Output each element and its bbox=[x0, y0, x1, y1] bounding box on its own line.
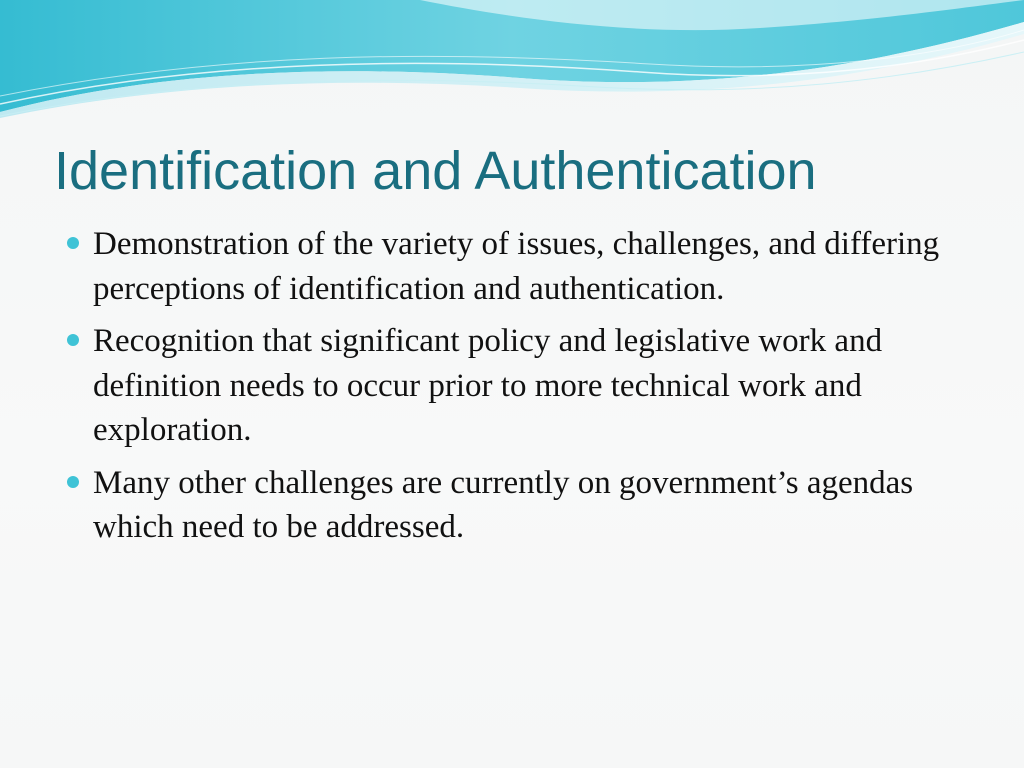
bullet-text: Demonstration of the variety of issues, challenges, and differing perceptions of identification and authentication. bbox=[93, 226, 940, 307]
bullet-item bbox=[64, 319, 974, 453]
bullet-text: Many other challenges are currently on government’s agendas which need to be addressed. bbox=[93, 464, 914, 545]
bullet-dot-icon bbox=[67, 334, 79, 346]
bullet-text: Recognition that significant policy and legislative work and definition needs to occur prior to more technical work and exploration. bbox=[93, 323, 883, 448]
bullet-dot-icon bbox=[67, 476, 79, 488]
header-wave-decoration bbox=[0, 0, 1024, 130]
slide-title: Identification and Authentication bbox=[54, 141, 817, 201]
bullet-dot-icon bbox=[67, 237, 79, 249]
bullet-list bbox=[64, 222, 974, 558]
bullet-item bbox=[64, 461, 974, 550]
bullet-item bbox=[64, 222, 974, 311]
